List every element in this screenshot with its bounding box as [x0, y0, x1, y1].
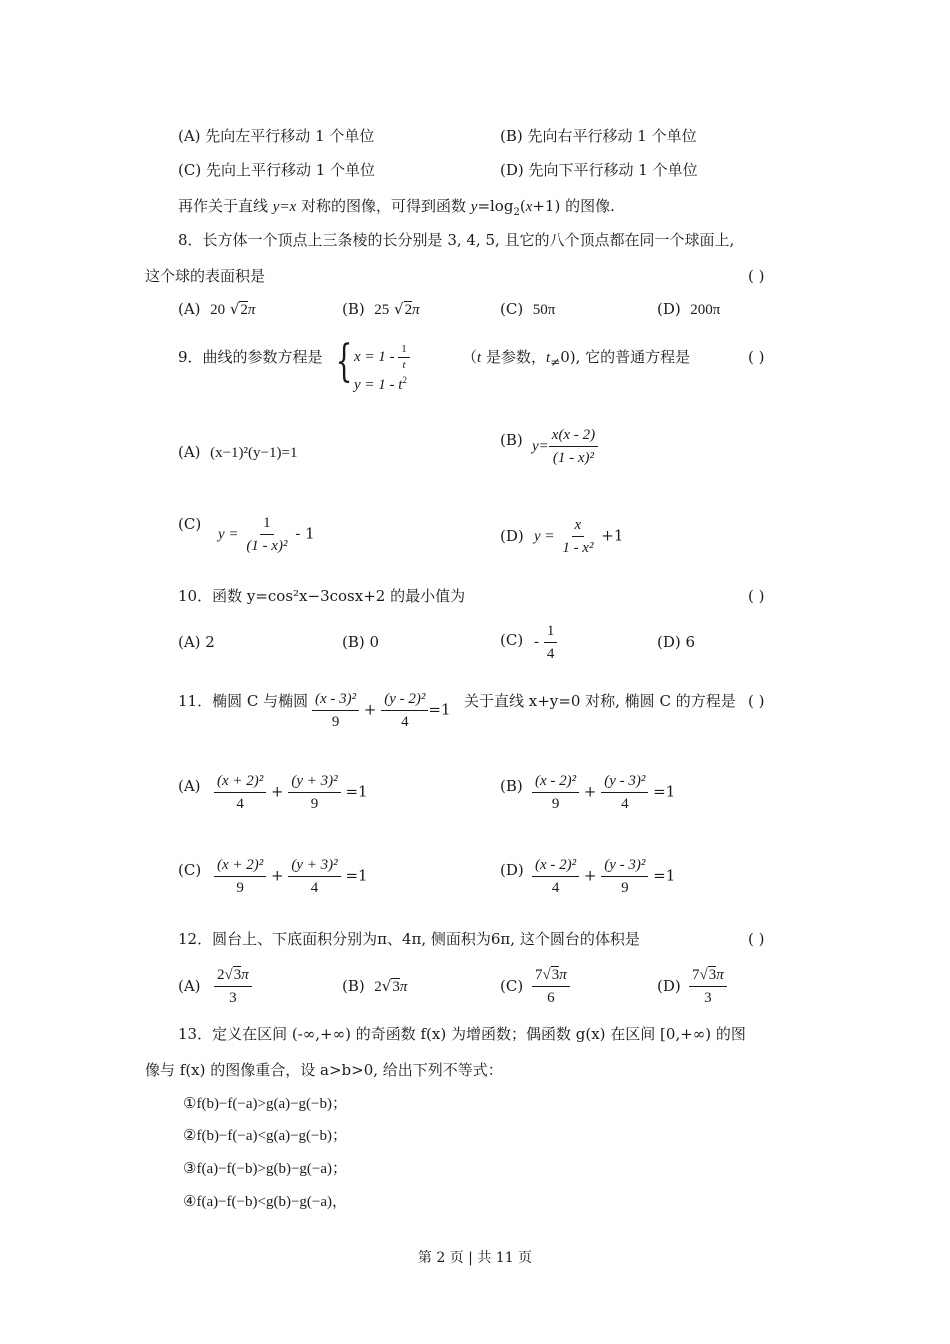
q13-inequality-3: ③f(a)−f(−b)>g(b)−g(−a)； [183, 1161, 348, 1177]
q9-option-b-formula: y= $\frac{x(x - 2)}{\text{(1 - x)²}}$ [532, 426, 598, 467]
q7-option-c: (C) 先向上平行移动 1 个单位 [178, 161, 376, 179]
q9-system-brace: { [335, 336, 353, 387]
q10-option-c-label: (C) [500, 631, 524, 649]
q11-given-ellipse: $\frac{\text{(x - 3)²}}{9}$ + $\frac{\text{(y - 2)²}}{4}$ =1 [312, 690, 451, 731]
q12-stem: 12．圆台上、下底面积分别为π、4π, 侧面积为6π, 这个圆台的体积是 [178, 930, 640, 948]
q9-option-c-label: (C) [178, 515, 202, 533]
q12-option-c-formula: $\frac{7√3\pi}{6}$ [532, 966, 570, 1007]
q10-answer-paren: ( ) [748, 587, 765, 605]
q9-option-c-formula: y = $\frac{1}{\text{(1 - x)²}}$ - 1 [218, 515, 315, 554]
q9-option-d-formula: y = $\frac{x}{\text{1 - x²}}$ +1 [534, 517, 624, 556]
q9-option-b-label: (B) [500, 431, 523, 449]
q10-option-b: (B) 0 [342, 633, 380, 651]
q8-stem-line2: 这个球的表面积是 [145, 267, 266, 285]
q8-answer-paren: ( ) [748, 267, 765, 285]
q8-option-b: (B) 25 √2π [342, 300, 420, 318]
q12-option-a-formula: $\frac{2√3\pi}{3}$ [214, 966, 252, 1007]
q11-option-d-formula: $\frac{\text{(x - 2)²}}{4}$ + $\frac{\text{(y - 3)²}}{9}$ =1 [532, 856, 675, 897]
q13-stem-line1: 13．定义在区间 (-∞,+∞) 的奇函数 f(x) 为增函数；偶函数 g(x) 在区间 [0,+∞) 的图 [178, 1025, 746, 1043]
q9-stem-end: （t 是参数，$t_\ne 0$), 它的普通方程是 [462, 348, 691, 369]
q9-option-a: (A) (x−1)²(y−1)=1 [178, 443, 298, 461]
q7-option-d: (D) 先向下平行移动 1 个单位 [500, 161, 698, 179]
q11-option-c-label: (C) [178, 861, 202, 879]
q11-option-a-formula: $\frac{\text{(x + 2)²}}{4}$ + $\frac{\text{(y + 3)²}}{9}$ =1 [214, 772, 368, 813]
q7-continuation: 再作关于直线 y=x 对称的图像，可得到函数 $y=\log_2(x+1)$ 的图像. [178, 197, 615, 218]
q10-option-c-formula: - $\frac{1}{4}$ [534, 622, 557, 663]
q13-inequality-2: ②f(b)−f(−a)<g(a)−g(−b)； [183, 1128, 348, 1144]
q11-answer-paren: ( ) [748, 692, 765, 710]
q8-option-d: (D) 200π [657, 300, 721, 318]
q9-stem-start: 9．曲线的参数方程是 [178, 348, 323, 366]
q10-stem: 10．函数 y=cos²x−3cosx+2 的最小值为 [178, 587, 466, 605]
q13-inequality-1: ①f(b)−f(−a)>g(a)−g(−b)； [183, 1096, 348, 1112]
q11-option-b-formula: $\frac{\text{(x - 2)²}}{9}$ + $\frac{\text{(y - 3)²}}{4}$ =1 [532, 772, 675, 813]
q12-option-d-label: (D) [657, 977, 681, 995]
q7-option-a: (A) 先向左平行移动 1 个单位 [178, 127, 375, 145]
q10-option-a: (A) 2 [178, 633, 215, 651]
q9-system-x: x = 1 - $\frac{1}{t}$ [354, 344, 410, 371]
q9-option-d-label: (D) [500, 527, 524, 545]
q11-option-b-label: (B) [500, 777, 523, 795]
q8-stem-line1: 8．长方体一个顶点上三条棱的长分别是 3, 4, 5, 且它的八个顶点都在同一个球面上, [178, 231, 735, 249]
q12-option-d-formula: $\frac{7√3\pi}{3}$ [689, 966, 727, 1007]
q13-stem-line2: 像与 f(x) 的图像重合，设 a>b>0, 给出下列不等式： [145, 1061, 503, 1079]
q12-option-a-label: (A) [178, 977, 201, 995]
q8-option-c: (C) 50π [500, 300, 556, 318]
q10-option-d: (D) 6 [657, 633, 696, 651]
q11-option-c-formula: $\frac{\text{(x + 2)²}}{9}$ + $\frac{\text{(y + 3)²}}{4}$ =1 [214, 856, 368, 897]
q12-option-b: (B) 2√3π [342, 977, 408, 995]
q12-answer-paren: ( ) [748, 930, 765, 948]
q11-option-a-label: (A) [178, 777, 201, 795]
q9-answer-paren: ( ) [748, 348, 765, 366]
q13-inequality-4: ④f(a)−f(−b)<g(b)−g(−a)， [183, 1194, 348, 1210]
q11-stem-end: 关于直线 x+y=0 对称, 椭圆 C 的方程是 [464, 692, 736, 710]
q12-option-c-label: (C) [500, 977, 524, 995]
q7-option-b: (B) 先向右平行移动 1 个单位 [500, 127, 697, 145]
q9-system-y: $y = 1 - t^2$ [354, 375, 407, 393]
q11-option-d-label: (D) [500, 861, 524, 879]
q11-stem-start: 11．椭圆 C 与椭圆 [178, 692, 309, 710]
page-footer: 第 2 页 | 共 11 页 [417, 1250, 533, 1266]
q8-option-a: (A) 20 √2π [178, 300, 256, 318]
